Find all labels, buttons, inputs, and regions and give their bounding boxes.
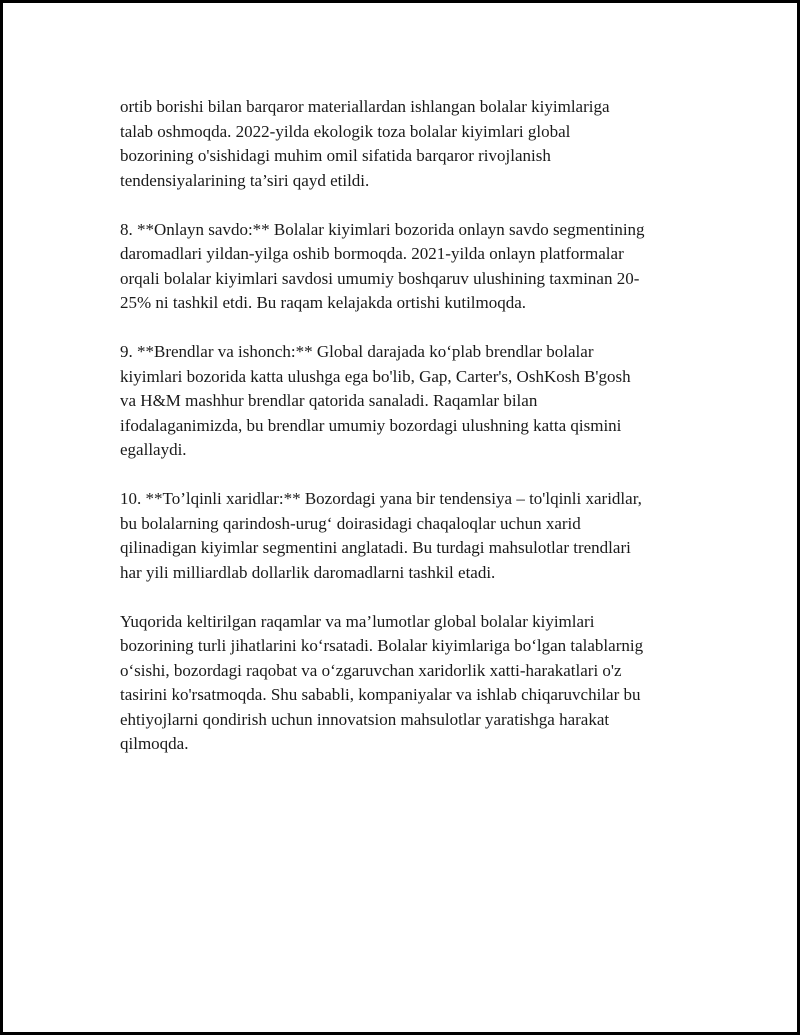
text-line: egallaydi.: [120, 440, 187, 459]
paragraph-point-8: [120, 218, 705, 316]
text-line: 8. **Onlayn savdo:** Bolalar kiyimlari bozorida onlayn savdo segmentining: [120, 219, 645, 239]
text-line: har yili milliardlab dollarlik daromadlarni tashkil etadi.: [120, 562, 496, 582]
text-line: bozorining o'sishidagi muhim omil sifatida barqaror rivojlanish: [120, 146, 551, 165]
document-body: [120, 95, 705, 781]
text-line: talab oshmoqda. 2022-yilda ekologik toza bolalar kiyimlari global: [120, 121, 571, 141]
text-line: 10. **To’lqinli xaridlar:** Bozordagi yana bir tendensiya – to'lqinli xaridlar,: [120, 489, 642, 508]
text-line: qilmoqda.: [120, 734, 189, 753]
text-line: orqali bolalar kiyimlari savdosi umumiy boshqaruv ulushining taxminan 20-: [120, 268, 640, 288]
paragraph-point-10: [120, 487, 705, 585]
text-line: tasirini ko'rsatmoqda. Shu sababli, kompaniyalar va ishlab chiqaruvchilar bu: [120, 685, 641, 704]
text-line: ortib borishi bilan barqaror materiallardan ishlangan bolalar kiyimlariga: [120, 97, 610, 116]
text-line: va H&M mashhur brendlar qatorida sanaladi. Raqamlar bilan: [120, 391, 538, 410]
text-line: qilinadigan kiyimlar segmentini anglatadi. Bu turdagi mahsulotlar trendlari: [120, 538, 631, 557]
paragraph-intro-continued: [120, 95, 705, 193]
text-line: daromadlari yildan-yilga oshib bormoqda. 2021-yilda onlayn platformalar: [120, 244, 624, 263]
text-line: 9. **Brendlar va ishonch:** Global darajada ko‘plab brendlar bolalar: [120, 342, 594, 361]
paragraph-point-9: [120, 340, 705, 463]
paragraph-conclusion: [120, 610, 705, 757]
text-line: kiyimlari bozorida katta ulushga ega bo'lib, Gap, Carter's, OshKosh B'gosh: [120, 366, 631, 386]
text-line: o‘sishi, bozordagi raqobat va o‘zgaruvchan xaridorlik xatti-harakatlari o'z: [120, 660, 622, 680]
text-line: 25% ni tashkil etdi. Bu raqam kelajakda ortishi kutilmoqda.: [120, 293, 527, 312]
text-line: bozorining turli jihatlarini ko‘rsatadi. Bolalar kiyimlariga bo‘lgan talablarnig: [120, 636, 644, 655]
text-line: bu bolalarning qarindosh-urug‘ doirasidagi chaqaloqlar uchun xarid: [120, 513, 581, 533]
text-line: tendensiyalarining ta’siri qayd etildi.: [120, 170, 370, 190]
text-line: Yuqorida keltirilgan raqamlar va ma’lumotlar global bolalar kiyimlari: [120, 611, 595, 631]
text-line: ifodalaganimizda, bu brendlar umumiy bozordagi ulushning katta qismini: [120, 415, 622, 435]
text-line: ehtiyojlarni qondirish uchun innovatsion mahsulotlar yaratishga harakat: [120, 709, 610, 729]
